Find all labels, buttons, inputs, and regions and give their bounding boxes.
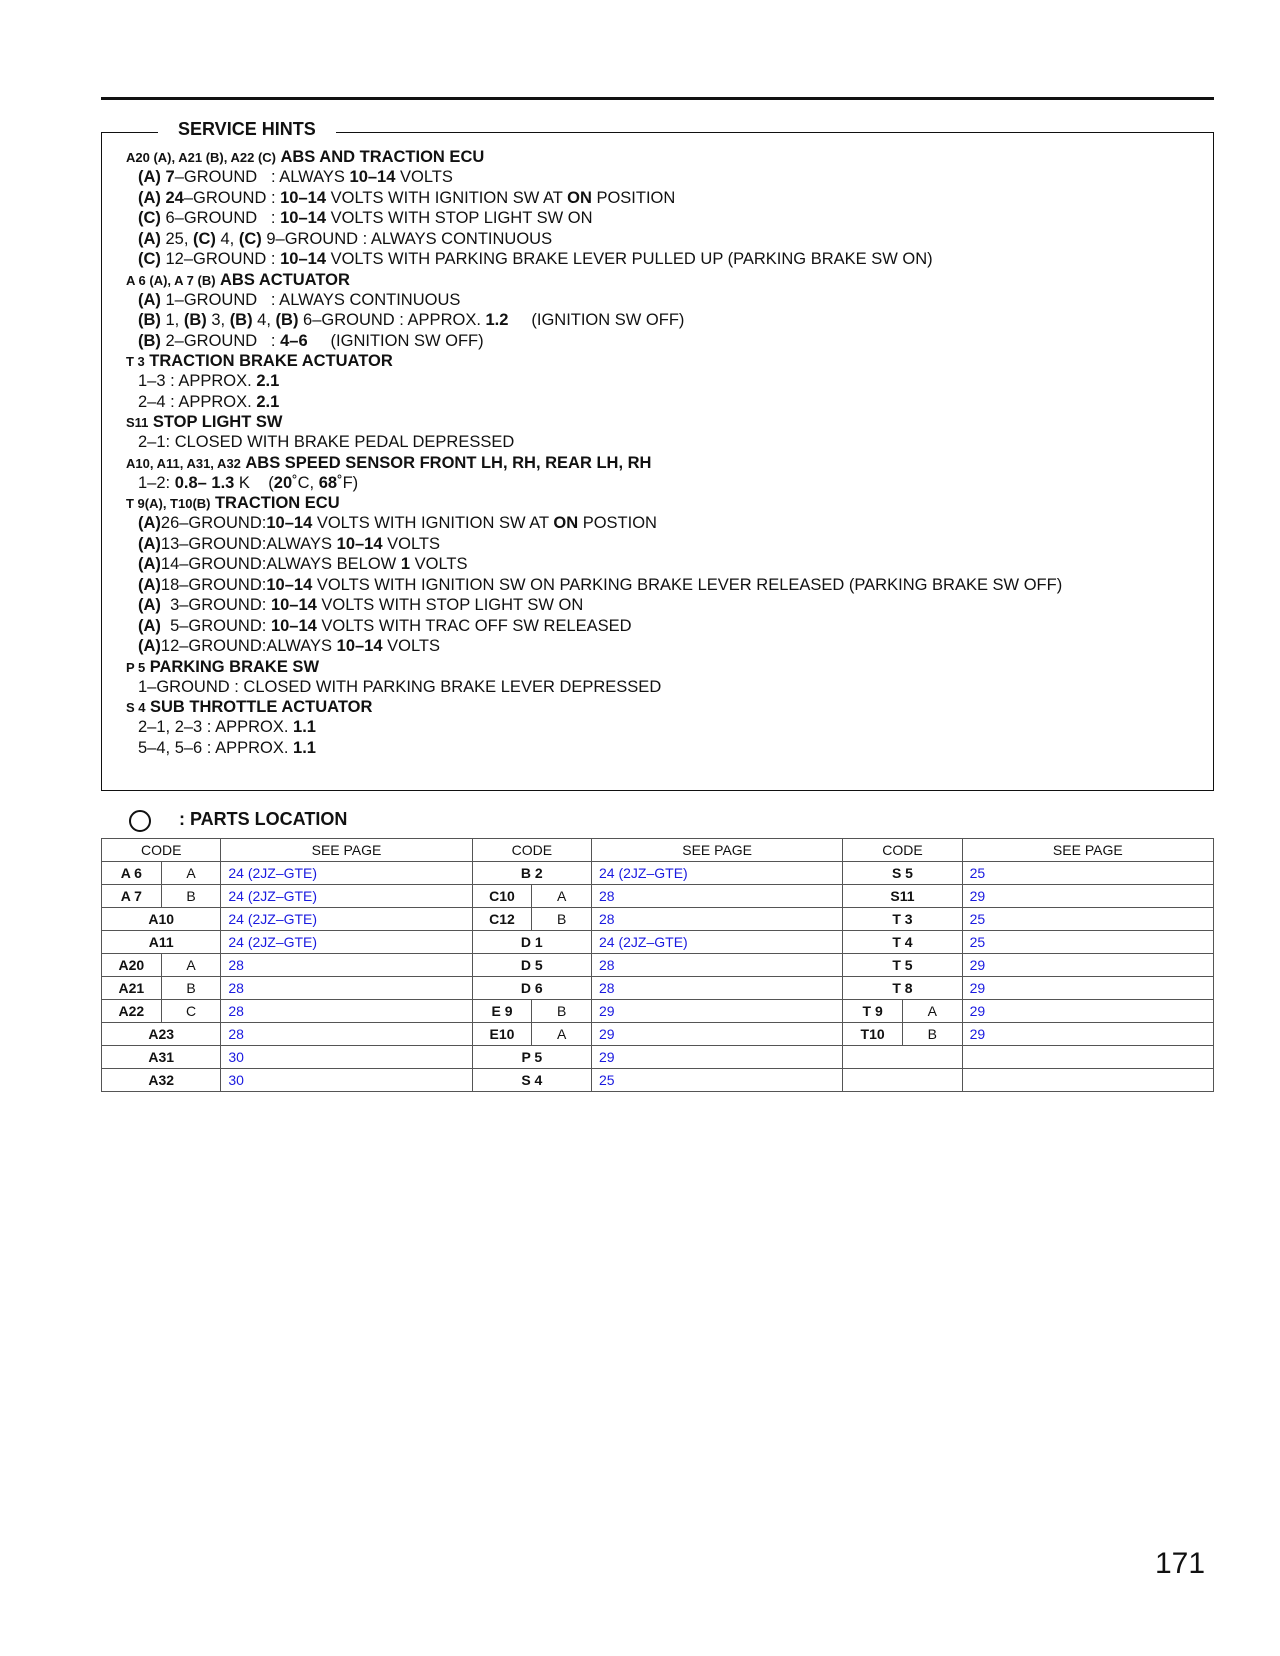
hint-line — [126, 229, 1196, 250]
hint-text: VOLTS WITH IGNITION SW AT — [312, 514, 554, 532]
part-connector: B — [161, 885, 221, 908]
see-page-link[interactable]: 29 — [962, 977, 1213, 1000]
component-name: ABS SPEED SENSOR FRONT LH, RH, REAR LH, RH — [245, 453, 652, 472]
component-name: ABS AND TRACTION ECU — [280, 148, 485, 166]
hint-text: (IGNITION SW OFF) — [508, 311, 685, 329]
hint-text: 2–1: CLOSED WITH BRAKE PEDAL DEPRESSED — [138, 433, 515, 451]
hint-line — [126, 616, 1196, 637]
part-code: T10 — [843, 1023, 903, 1046]
part-code: A31 — [102, 1046, 221, 1069]
hint-text: 4–6 — [280, 331, 308, 350]
hint-text: 2–GROUND : — [160, 331, 281, 350]
hint-line — [126, 677, 1196, 698]
hint-text: 2–1, 2–3 : APPROX. — [138, 718, 294, 736]
hint-text: 10–14 — [270, 616, 317, 635]
part-connector: B — [161, 977, 221, 1000]
page-number: 171 — [1155, 1547, 1206, 1580]
hint-line — [126, 167, 1196, 188]
hint-line — [126, 371, 1196, 392]
part-connector: B — [532, 1000, 592, 1023]
hint-line — [126, 432, 1196, 453]
component-code: T 9(A), T10(B) — [126, 496, 211, 511]
hint-line — [126, 513, 1196, 534]
hint-text: (A) — [138, 168, 161, 186]
hint-text: 1–GROUND : ALWAYS CONTINUOUS — [160, 290, 461, 309]
see-page-link[interactable]: 24 (2JZ–GTE) — [592, 862, 843, 885]
hint-text: 0.8– 1.3 — [174, 473, 235, 492]
hint-text: VOLTS WITH PARKING BRAKE LEVER PULLED UP (PARKING BRAKE SW ON) — [326, 250, 933, 268]
part-connector: B — [902, 1023, 962, 1046]
component-code: P 5 — [126, 659, 146, 675]
part-connector: C — [161, 1000, 221, 1023]
hint-text: 12–GROUND:ALWAYS — [160, 637, 337, 655]
hint-text: (A) — [138, 637, 161, 655]
hint-text: (B) — [138, 331, 161, 350]
see-page-link[interactable]: 30 — [221, 1046, 472, 1069]
part-code: A 7 — [102, 885, 162, 908]
part-code: S 5 — [843, 862, 962, 885]
hint-line — [126, 249, 1196, 270]
hint-line — [126, 595, 1196, 616]
hint-text: 4, — [252, 311, 276, 329]
hint-text: (A) — [138, 188, 161, 207]
hint-text: (A) — [138, 229, 161, 248]
hint-text: (C) — [138, 209, 161, 227]
hint-text: 10–14 — [280, 250, 326, 268]
see-page-link[interactable]: 25 — [592, 1069, 843, 1092]
header-see-page: SEE PAGE — [962, 839, 1213, 862]
hint-text: 10–14 — [270, 596, 317, 614]
component-name: TRACTION BRAKE ACTUATOR — [149, 352, 393, 370]
see-page-link[interactable]: 25 — [962, 862, 1213, 885]
hint-text: (A) — [138, 514, 161, 532]
see-page-link[interactable]: 29 — [962, 885, 1213, 908]
hint-text: 20 — [273, 473, 293, 492]
hint-text: VOLTS WITH STOP LIGHT SW ON — [316, 596, 584, 614]
hint-text: (A) — [138, 575, 161, 594]
table-row — [102, 931, 1214, 954]
part-code: D 1 — [472, 931, 591, 954]
hint-text: ON — [553, 514, 579, 532]
hint-text: (C) — [138, 250, 161, 268]
table-row — [102, 1046, 1214, 1069]
hint-text: VOLTS WITH IGNITION SW AT — [326, 188, 568, 207]
hint-text: 10–14 — [336, 637, 383, 655]
header-see-page: SEE PAGE — [592, 839, 843, 862]
hint-text: VOLTS WITH STOP LIGHT SW ON — [326, 209, 593, 227]
table-row — [102, 1000, 1214, 1023]
part-code: A20 — [102, 954, 162, 977]
see-page-link[interactable]: 28 — [592, 908, 843, 931]
parts-location-table — [101, 838, 1214, 1092]
part-code: A32 — [102, 1069, 221, 1092]
part-code — [843, 1069, 962, 1092]
part-code: D 5 — [472, 954, 591, 977]
component-code: S 4 — [126, 700, 146, 715]
hint-text: 1 — [400, 555, 411, 573]
part-code: S 4 — [472, 1069, 591, 1092]
hint-text: 3–GROUND: — [160, 596, 271, 614]
component-name: STOP LIGHT SW — [152, 413, 283, 431]
table-row — [102, 885, 1214, 908]
table-header-row — [102, 839, 1214, 862]
hint-text: (A) — [138, 534, 161, 553]
hint-text: 12–GROUND : — [160, 250, 281, 268]
see-page-link[interactable]: 29 — [592, 1046, 843, 1069]
hint-text: 6–GROUND : APPROX. — [298, 311, 486, 329]
part-code: T 8 — [843, 977, 962, 1000]
see-page-link[interactable]: 28 — [592, 954, 843, 977]
hint-text: (A) — [138, 596, 161, 614]
header-code: CODE — [102, 839, 221, 862]
hint-text: 10–14 — [336, 534, 383, 553]
see-page-link[interactable]: 25 — [962, 931, 1213, 954]
hint-text: ˚C, — [292, 473, 319, 492]
hint-text: 2–4 : APPROX. — [138, 392, 257, 411]
hint-line — [126, 738, 1196, 759]
hint-text: (A) — [138, 555, 161, 573]
hint-text: –GROUND : — [183, 188, 281, 207]
hint-text: 5–GROUND: — [160, 616, 271, 635]
hint-text: (B) — [138, 311, 161, 329]
see-page-link[interactable]: 29 — [592, 1023, 843, 1046]
component-code: A10, A11, A31, A32 — [126, 455, 241, 471]
hint-line — [126, 208, 1196, 229]
hint-text: 1.2 — [485, 311, 509, 329]
hint-text: 26–GROUND: — [160, 514, 267, 532]
hint-text: 1–3 : APPROX. — [138, 372, 257, 390]
service-hints-heading — [158, 118, 336, 140]
hint-line — [126, 636, 1196, 657]
hint-text: ON — [567, 188, 592, 207]
see-page-link[interactable]: 24 (2JZ–GTE) — [592, 931, 843, 954]
see-page-link[interactable]: 29 — [962, 954, 1213, 977]
hint-text: 68 — [318, 473, 338, 492]
hint-text: 10–14 — [266, 514, 313, 532]
component-name: TRACTION ECU — [214, 494, 340, 512]
hint-text: 9–GROUND : ALWAYS CONTINUOUS — [261, 229, 553, 248]
hint-text: 5–4, 5–6 : APPROX. — [138, 738, 294, 757]
hint-text: 6–GROUND : — [160, 209, 281, 227]
hint-text: (B) — [275, 311, 299, 329]
hint-text: (C) — [193, 229, 216, 248]
hint-text: 2.1 — [256, 392, 280, 411]
part-code: C12 — [472, 908, 532, 931]
part-connector: A — [532, 885, 592, 908]
hint-line — [126, 310, 1196, 331]
see-page-link[interactable]: 29 — [962, 1000, 1213, 1023]
see-page-link[interactable]: 24 (2JZ–GTE) — [221, 885, 472, 908]
hint-text: (C) — [238, 229, 262, 248]
see-page-link[interactable]: 29 — [592, 1000, 843, 1023]
hint-text: ˚F) — [337, 473, 359, 492]
hint-text: 18–GROUND: — [160, 575, 267, 594]
part-connector: A — [532, 1023, 592, 1046]
component-code: S11 — [126, 415, 149, 430]
part-code: E 9 — [472, 1000, 532, 1023]
hint-line — [126, 534, 1196, 555]
component-heading — [126, 147, 1196, 167]
hint-text: K ( — [234, 473, 274, 492]
hint-text: –GROUND : ALWAYS — [174, 168, 350, 186]
component-heading — [126, 351, 1196, 371]
part-code: A23 — [102, 1023, 221, 1046]
hint-text: 25, — [160, 229, 194, 248]
part-code: P 5 — [472, 1046, 591, 1069]
part-connector: A — [161, 862, 221, 885]
hint-line — [126, 554, 1196, 575]
hint-text: 1, — [160, 311, 184, 329]
hint-text: 10–14 — [280, 188, 327, 207]
header-code: CODE — [472, 839, 591, 862]
hint-text: 1.1 — [293, 738, 316, 757]
component-heading — [126, 453, 1196, 473]
hint-text: 13–GROUND:ALWAYS — [160, 534, 337, 553]
see-page-link[interactable]: 25 — [962, 908, 1213, 931]
part-code — [843, 1046, 962, 1069]
hint-line — [126, 717, 1196, 738]
see-page-link[interactable]: 30 — [221, 1069, 472, 1092]
component-heading — [126, 657, 1196, 677]
hint-text: 1.1 — [293, 718, 316, 736]
see-page-link[interactable]: 28 — [592, 885, 843, 908]
hint-line — [126, 575, 1196, 596]
hint-text: (A) — [138, 290, 161, 309]
table-row — [102, 862, 1214, 885]
hint-text: VOLTS — [382, 637, 441, 655]
hint-text: 2.1 — [256, 372, 280, 390]
part-code: D 6 — [472, 977, 591, 1000]
part-code: T 4 — [843, 931, 962, 954]
hint-text: (B) — [229, 311, 253, 329]
component-name: SUB THROTTLE ACTUATOR — [149, 698, 373, 716]
component-heading — [126, 697, 1196, 717]
hint-line — [126, 188, 1196, 209]
part-code: T 5 — [843, 954, 962, 977]
table-row — [102, 954, 1214, 977]
hint-text: VOLTS WITH TRAC OFF SW RELEASED — [316, 616, 632, 635]
see-page-link — [962, 1069, 1213, 1092]
part-code: A11 — [102, 931, 221, 954]
hint-text: 14–GROUND:ALWAYS BELOW — [160, 555, 401, 573]
see-page-link[interactable]: 28 — [221, 954, 472, 977]
component-code: A 6 (A), A 7 (B) — [126, 272, 216, 288]
see-page-link — [962, 1046, 1213, 1069]
hint-text: 3, — [206, 311, 230, 329]
hint-text: VOLTS WITH IGNITION SW ON PARKING BRAKE LEVER RELEASED (PARKING BRAKE SW OFF) — [312, 575, 1063, 594]
part-connector: A — [161, 954, 221, 977]
part-connector: A — [902, 1000, 962, 1023]
header-see-page: SEE PAGE — [221, 839, 472, 862]
component-heading — [126, 412, 1196, 432]
hint-line — [126, 473, 1196, 494]
parts-location-title: : PARTS LOCATION — [179, 809, 348, 829]
see-page-link[interactable]: 24 (2JZ–GTE) — [221, 862, 472, 885]
part-code: B 2 — [472, 862, 591, 885]
see-page-link[interactable]: 28 — [221, 1023, 472, 1046]
part-code: S11 — [843, 885, 962, 908]
top-rule — [101, 97, 1214, 100]
service-hints-list — [126, 147, 1196, 758]
hint-text: 24 — [165, 188, 184, 207]
part-code: T 3 — [843, 908, 962, 931]
hint-text: (B) — [183, 311, 207, 329]
header-code: CODE — [843, 839, 962, 862]
hint-text: 1–GROUND : CLOSED WITH PARKING BRAKE LEVER DEPRESSED — [138, 677, 662, 696]
see-page-link[interactable]: 24 (2JZ–GTE) — [221, 931, 472, 954]
see-page-link[interactable]: 29 — [962, 1023, 1213, 1046]
hint-text: VOLTS — [410, 555, 468, 573]
table-row — [102, 977, 1214, 1000]
part-code: A10 — [102, 908, 221, 931]
component-heading — [126, 270, 1196, 290]
hint-text: POSITION — [591, 188, 676, 207]
part-code: A21 — [102, 977, 162, 1000]
part-connector: B — [532, 908, 592, 931]
part-code: T 9 — [843, 1000, 903, 1023]
component-name: PARKING BRAKE SW — [149, 657, 320, 676]
hint-text: 4, — [215, 229, 239, 248]
parts-location-legend — [126, 806, 347, 832]
table-row — [102, 908, 1214, 931]
service-hints-title: SERVICE HINTS — [178, 119, 316, 139]
see-page-link[interactable]: 24 (2JZ–GTE) — [221, 908, 472, 931]
hint-line — [126, 331, 1196, 352]
component-name: ABS ACTUATOR — [220, 270, 350, 289]
hint-line — [126, 392, 1196, 413]
see-page-link[interactable]: 28 — [221, 977, 472, 1000]
hint-text: VOLTS — [395, 168, 453, 186]
see-page-link[interactable]: 28 — [592, 977, 843, 1000]
table-row — [102, 1069, 1214, 1092]
component-code: A20 (A), A21 (B), A22 (C) — [126, 150, 277, 165]
part-code: A22 — [102, 1000, 162, 1023]
component-heading — [126, 493, 1196, 513]
hint-text: (IGNITION SW OFF) — [307, 331, 484, 350]
hint-text: 10–14 — [266, 575, 313, 594]
hint-text: 10–14 — [280, 209, 326, 227]
table-row — [102, 1023, 1214, 1046]
component-code: T 3 — [126, 354, 145, 369]
hint-text: 7 — [165, 168, 175, 186]
circle-icon — [129, 810, 151, 832]
part-code: E10 — [472, 1023, 532, 1046]
hint-text: 10–14 — [349, 168, 396, 186]
hint-text: VOLTS — [382, 534, 441, 553]
hint-text: POSTION — [578, 514, 657, 532]
hint-line — [126, 290, 1196, 311]
part-code: C10 — [472, 885, 532, 908]
hint-text: 1–2: — [138, 473, 175, 492]
see-page-link[interactable]: 28 — [221, 1000, 472, 1023]
part-code: A 6 — [102, 862, 162, 885]
hint-text: (A) — [138, 616, 161, 635]
